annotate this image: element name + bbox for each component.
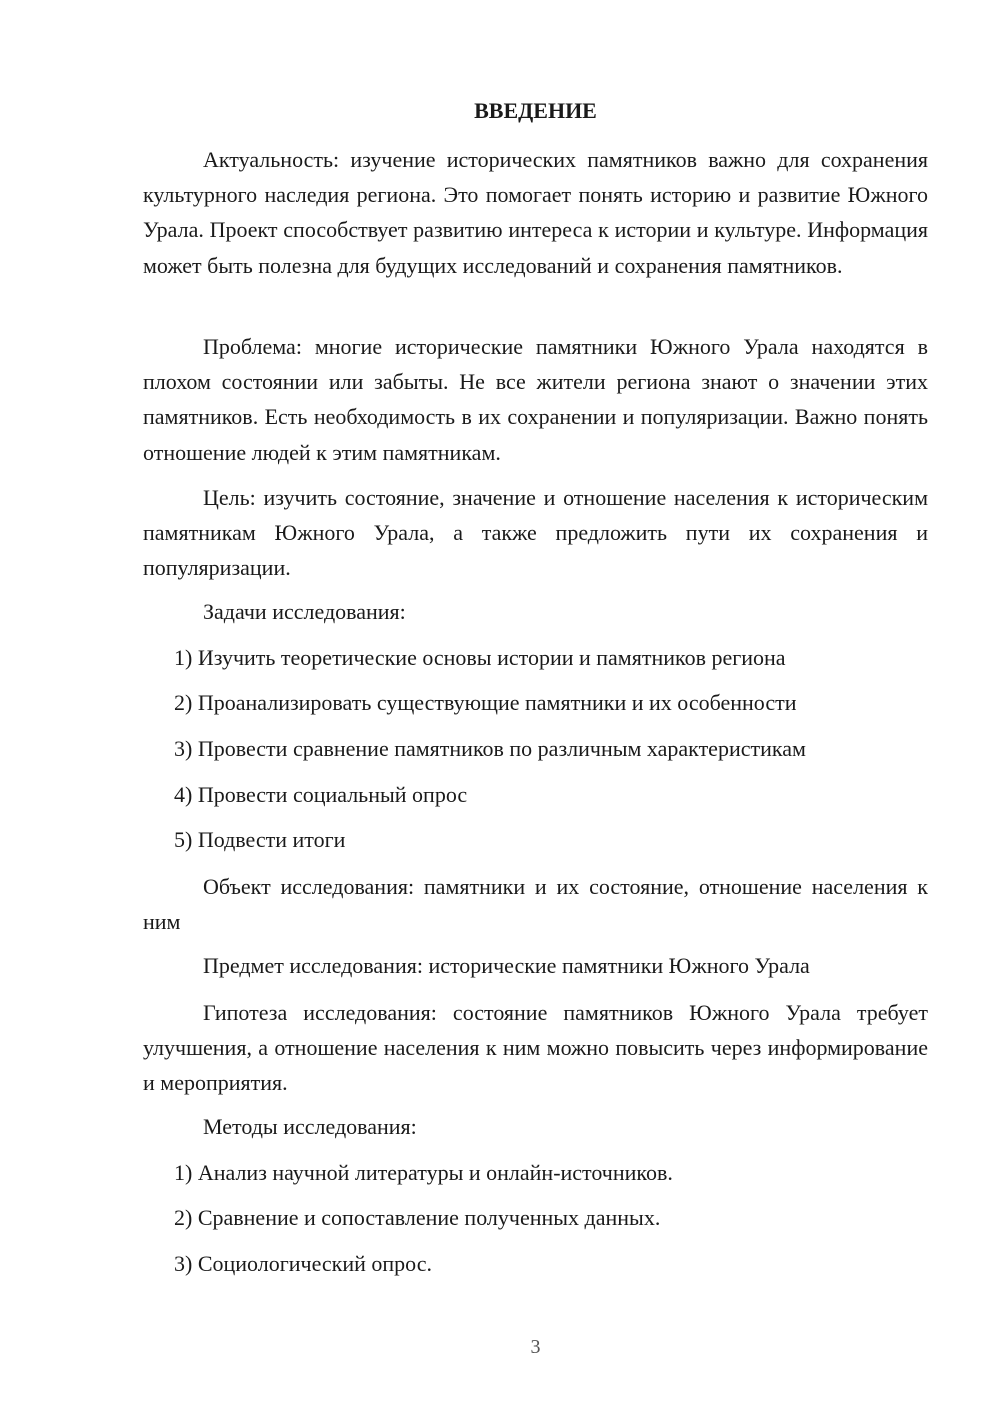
method-item-1: 1) Анализ научной литературы и онлайн-источников. xyxy=(174,1160,673,1185)
tasks-title: Задачи исследования: xyxy=(203,599,406,624)
task-item-4: 4) Провести социальный опрос xyxy=(174,782,468,807)
relevance-paragraph: Актуальность: изучение исторических памятников важно для сохранения культурного наследия региона. Это помогает понять историю и развитие Южного Урала. Проект способствует развитию интереса к истории и культуре. Информация может быть полезна для будущих исследований и сохранения памятников. xyxy=(143,147,928,278)
task-item-3: 3) Провести сравнение памятников по различным характеристикам xyxy=(174,736,806,761)
task-item-1: 1) Изучить теоретические основы истории и памятников региона xyxy=(174,645,786,670)
method-item-3: 3) Социологический опрос. xyxy=(174,1251,432,1276)
goal-paragraph: Цель: изучить состояние, значение и отношение населения к историческим памятникам Южного Урала, а также предложить пути их сохранения и популяризации. xyxy=(143,485,928,581)
task-item-5: 5) Подвести итоги xyxy=(174,827,346,852)
page-number: 3 xyxy=(530,1336,541,1358)
hypothesis-paragraph: Гипотеза исследования: состояние памятников Южного Урала требует улучшения, а отношение населения к ним можно повысить через информирование и мероприятия. xyxy=(143,1000,928,1096)
subject-paragraph: Предмет исследования: исторические памятники Южного Урала xyxy=(203,953,810,978)
method-item-2: 2) Сравнение и сопоставление полученных данных. xyxy=(174,1205,661,1230)
section-heading: ВВЕДЕНИЕ xyxy=(474,98,597,123)
methods-title: Методы исследования: xyxy=(203,1114,417,1139)
document-page xyxy=(143,0,928,1414)
problem-paragraph: Проблема: многие исторические памятники Южного Урала находятся в плохом состоянии или забыты. Не все жители региона знают о значении этих памятников. Есть необходимость в их сохранении и популяризации. Важно понять отношение людей к этим памятникам. xyxy=(143,334,928,465)
object-paragraph: Объект исследования: памятники и их состояние, отношение населения к ним xyxy=(143,874,928,935)
task-item-2: 2) Проанализировать существующие памятники и их особенности xyxy=(174,690,797,715)
